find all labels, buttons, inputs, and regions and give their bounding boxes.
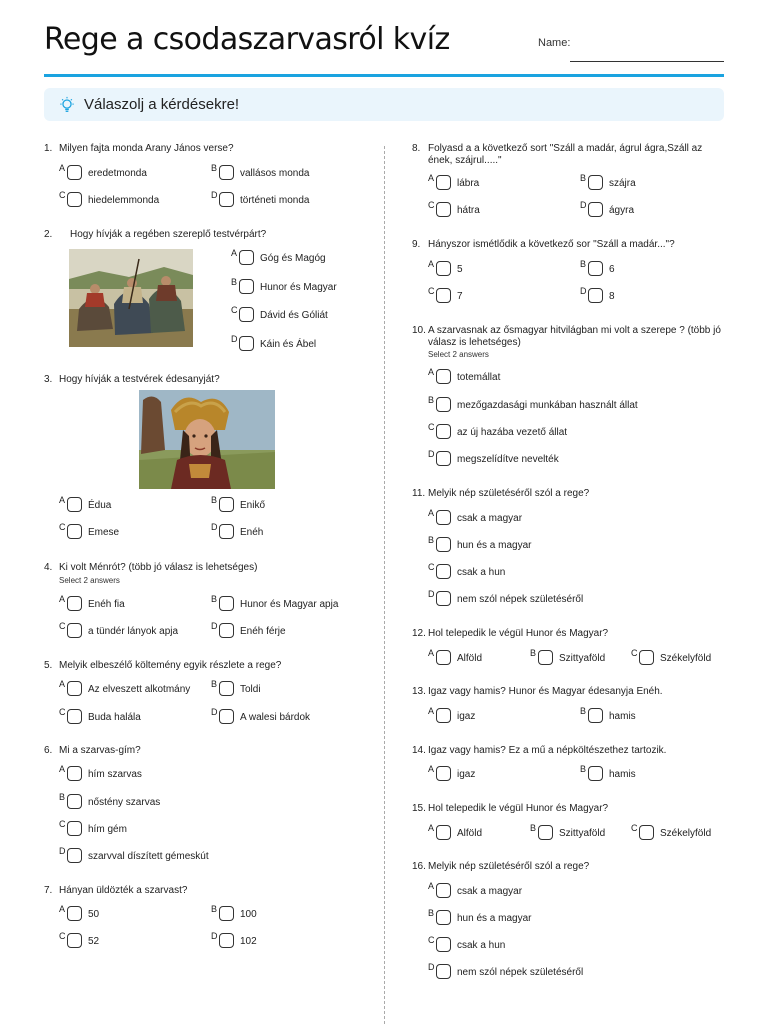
option-letter: B [211, 495, 218, 505]
option-checkbox[interactable] [239, 279, 254, 294]
question-4 [44, 562, 374, 642]
question-10 [412, 325, 724, 475]
question-text: Hogy hívják a regében szereplő testvérpárt? [70, 229, 267, 240]
option-checkbox[interactable] [436, 708, 451, 723]
option-checkbox[interactable] [588, 261, 603, 276]
option-text: 7 [457, 291, 463, 302]
option-text: vallásos monda [240, 168, 310, 179]
option-text: 5 [457, 264, 463, 275]
option-checkbox[interactable] [588, 288, 603, 303]
name-label: Name: [538, 37, 571, 49]
option-letter: A [428, 367, 435, 377]
question-2 [44, 229, 374, 359]
instruction-banner [44, 88, 724, 121]
question-text: Melyik elbeszélő költemény egyik részlete a rege? [59, 660, 282, 671]
option-letter: B [211, 679, 218, 689]
option-letter: A [59, 679, 66, 689]
option-checkbox[interactable] [588, 766, 603, 781]
name-input-line[interactable] [570, 61, 724, 62]
option-text: Szittyaföld [559, 653, 606, 664]
column-divider [384, 146, 385, 1024]
option-checkbox[interactable] [436, 537, 451, 552]
option-checkbox[interactable] [219, 596, 234, 611]
option-text: igaz [457, 711, 476, 722]
option-checkbox[interactable] [219, 192, 234, 207]
option-letter: D [211, 190, 218, 200]
option-text: Emese [88, 527, 120, 538]
question-number: 5. [44, 660, 53, 671]
option-checkbox[interactable] [67, 933, 82, 948]
option-text: 50 [88, 909, 100, 920]
option-letter: C [428, 935, 435, 945]
option-text: hamis [609, 711, 636, 722]
question-number: 2. [44, 229, 53, 240]
option-text: Káin és Ábel [260, 339, 317, 350]
option-text: ágyra [609, 205, 635, 216]
option-text: nem szól népek születéséről [457, 967, 584, 978]
option-checkbox[interactable] [436, 175, 451, 190]
option-letter: C [631, 823, 638, 833]
hunor-magyar-illustration [69, 249, 193, 347]
question-text: Hányan üldözték a szarvast? [59, 885, 188, 896]
quiz-title: Rege a csodaszarvasról kvíz [44, 22, 450, 57]
option-text: hamis [609, 769, 636, 780]
option-checkbox[interactable] [67, 623, 82, 638]
option-letter: A [59, 594, 66, 604]
option-letter: D [580, 200, 587, 210]
option-letter: B [428, 908, 435, 918]
option-checkbox[interactable] [436, 288, 451, 303]
option-checkbox[interactable] [639, 650, 654, 665]
option-text: Az elveszett alkotmány [88, 684, 191, 695]
question-number: 10. [412, 325, 426, 336]
option-checkbox[interactable] [436, 910, 451, 925]
option-letter: D [231, 334, 238, 344]
question-text: Mi a szarvas-gím? [59, 745, 141, 756]
question-16 [412, 861, 724, 991]
option-checkbox[interactable] [436, 964, 451, 979]
option-text: Alföld [457, 653, 483, 664]
option-letter: C [428, 422, 435, 432]
option-letter: B [211, 163, 218, 173]
option-letter: B [530, 648, 537, 658]
option-text: eredetmonda [88, 168, 147, 179]
question-12 [412, 628, 724, 673]
question-number: 11. [412, 488, 426, 499]
option-letter: A [428, 259, 435, 269]
option-text: csak a magyar [457, 513, 523, 524]
question-13 [412, 686, 724, 731]
option-checkbox[interactable] [588, 175, 603, 190]
option-checkbox[interactable] [219, 623, 234, 638]
question-8 [412, 143, 724, 223]
option-checkbox[interactable] [239, 250, 254, 265]
option-text: Székelyföld [660, 653, 712, 664]
option-text: Édua [88, 500, 112, 511]
option-letter: C [631, 648, 638, 658]
question-number: 15. [412, 803, 426, 814]
option-text: csak a hun [457, 940, 506, 951]
question-number: 13. [412, 686, 426, 697]
option-letter: B [580, 764, 587, 774]
option-checkbox[interactable] [436, 591, 451, 606]
option-letter: C [428, 286, 435, 296]
option-letter: A [59, 495, 66, 505]
question-3 [44, 374, 374, 544]
option-checkbox[interactable] [219, 497, 234, 512]
option-checkbox[interactable] [219, 933, 234, 948]
question-text: Igaz vagy hamis? Ez a mű a népköltészethez tartozik. [428, 745, 667, 756]
option-checkbox[interactable] [67, 766, 82, 781]
option-letter: C [59, 819, 66, 829]
option-text: Góg és Magóg [260, 253, 326, 264]
option-checkbox[interactable] [67, 497, 82, 512]
option-checkbox[interactable] [219, 681, 234, 696]
option-checkbox[interactable] [588, 708, 603, 723]
option-text: Hunor és Magyar apja [240, 599, 339, 610]
question-text: Hol telepedik le végül Hunor és Magyar? [428, 803, 609, 814]
option-letter: A [428, 764, 435, 774]
option-checkbox[interactable] [436, 261, 451, 276]
option-checkbox[interactable] [538, 825, 553, 840]
option-checkbox[interactable] [436, 202, 451, 217]
option-text: hiedelemmonda [88, 195, 160, 206]
option-text: Hunor és Magyar [260, 282, 337, 293]
question-hint: Select 2 answers [59, 576, 120, 585]
option-letter: D [428, 589, 435, 599]
option-letter: B [428, 535, 435, 545]
option-checkbox[interactable] [67, 192, 82, 207]
option-text: 52 [88, 936, 100, 947]
option-letter: D [428, 962, 435, 972]
question-14 [412, 745, 724, 790]
option-text: 8 [609, 291, 615, 302]
option-text: Enikő [240, 500, 266, 511]
option-text: szájra [609, 178, 636, 189]
question-number: 7. [44, 885, 53, 896]
question-text: Hol telepedik le végül Hunor és Magyar? [428, 628, 609, 639]
option-letter: B [530, 823, 537, 833]
option-letter: D [428, 449, 435, 459]
question-number: 16. [412, 861, 426, 872]
option-text: Enéh fia [88, 599, 125, 610]
option-text: 6 [609, 264, 615, 275]
option-checkbox[interactable] [436, 510, 451, 525]
option-letter: A [428, 823, 435, 833]
option-checkbox[interactable] [436, 451, 451, 466]
option-letter: C [59, 931, 66, 941]
option-checkbox[interactable] [436, 883, 451, 898]
question-text: Hányszor ismétlődik a következő sor "Száll a madár..."? [428, 239, 675, 250]
option-checkbox[interactable] [67, 709, 82, 724]
option-letter: C [59, 621, 66, 631]
option-checkbox[interactable] [67, 794, 82, 809]
option-checkbox[interactable] [436, 564, 451, 579]
option-letter: C [428, 562, 435, 572]
option-checkbox[interactable] [239, 307, 254, 322]
option-text: Toldi [240, 684, 261, 695]
option-letter: C [428, 200, 435, 210]
option-letter: C [59, 522, 66, 532]
option-text: igaz [457, 769, 476, 780]
question-number: 8. [412, 143, 421, 154]
option-text: 100 [240, 909, 257, 920]
option-letter: D [59, 846, 66, 856]
question-text: A szarvasnak az ősmagyar hitvilágban mi volt a szerepe ? (több jó válasz is lehetséges) [428, 325, 721, 348]
option-checkbox[interactable] [239, 336, 254, 351]
option-text: megszelídítve nevelték [457, 454, 559, 465]
question-text: Folyasd a a következő sort "Száll a madár, ágrul ágra,Száll az ének, szájrul....." [428, 143, 703, 166]
option-letter: D [580, 286, 587, 296]
option-letter: B [211, 594, 218, 604]
option-text: lábra [457, 178, 480, 189]
option-text: hím gém [88, 824, 127, 835]
header-rule [44, 74, 724, 77]
option-checkbox[interactable] [67, 906, 82, 921]
option-letter: B [428, 395, 435, 405]
option-text: Enéh [240, 527, 264, 538]
option-text: nem szól népek születéséről [457, 594, 584, 605]
option-checkbox[interactable] [219, 906, 234, 921]
question-number: 4. [44, 562, 53, 573]
option-checkbox[interactable] [436, 650, 451, 665]
question-hint: Select 2 answers [428, 350, 489, 359]
option-text: mezőgazdasági munkában használt állat [457, 400, 638, 411]
option-checkbox[interactable] [219, 165, 234, 180]
question-9 [412, 239, 724, 309]
option-letter: B [59, 792, 66, 802]
option-text: Dávid és Góliát [260, 310, 328, 321]
option-text: Buda halála [88, 712, 141, 723]
banner-text: Válaszolj a kérdésekre! [84, 96, 240, 113]
option-checkbox[interactable] [436, 369, 451, 384]
option-letter: A [428, 706, 435, 716]
option-text: a tündér lányok apja [88, 626, 179, 637]
option-letter: B [231, 277, 238, 287]
option-checkbox[interactable] [67, 681, 82, 696]
option-text: történeti monda [240, 195, 310, 206]
option-letter: A [59, 764, 66, 774]
option-letter: D [211, 707, 218, 717]
option-letter: B [580, 706, 587, 716]
option-text: hun és a magyar [457, 913, 532, 924]
option-checkbox[interactable] [67, 821, 82, 836]
option-letter: D [211, 522, 218, 532]
option-text: csak a magyar [457, 886, 523, 897]
option-letter: B [211, 904, 218, 914]
option-text: hun és a magyar [457, 540, 532, 551]
question-7 [44, 885, 374, 965]
option-text: hím szarvas [88, 769, 142, 780]
option-text: nőstény szarvas [88, 797, 161, 808]
option-letter: A [428, 508, 435, 518]
option-text: Enéh férje [240, 626, 286, 637]
option-checkbox[interactable] [219, 524, 234, 539]
emese-portrait-illustration [139, 390, 275, 489]
option-letter: D [211, 931, 218, 941]
question-text: Igaz vagy hamis? Hunor és Magyar édesanyja Enéh. [428, 686, 663, 697]
lightbulb-icon [58, 96, 76, 114]
option-checkbox[interactable] [436, 397, 451, 412]
question-15 [412, 803, 724, 848]
option-checkbox[interactable] [436, 766, 451, 781]
question-5 [44, 660, 374, 740]
option-text: A walesi bárdok [240, 712, 311, 723]
option-checkbox[interactable] [538, 650, 553, 665]
option-text: Székelyföld [660, 828, 712, 839]
question-number: 3. [44, 374, 53, 385]
option-checkbox[interactable] [588, 202, 603, 217]
option-letter: A [428, 881, 435, 891]
option-letter: A [428, 648, 435, 658]
question-number: 14. [412, 745, 426, 756]
option-text: Szittyaföld [559, 828, 606, 839]
option-text: hátra [457, 205, 480, 216]
option-checkbox[interactable] [67, 524, 82, 539]
option-letter: B [580, 173, 587, 183]
question-text: Hogy hívják a testvérek édesanyját? [59, 374, 220, 385]
option-letter: A [428, 173, 435, 183]
option-checkbox[interactable] [219, 709, 234, 724]
option-checkbox[interactable] [436, 825, 451, 840]
option-letter: A [59, 163, 66, 173]
question-1 [44, 143, 374, 223]
option-letter: C [59, 190, 66, 200]
question-number: 12. [412, 628, 426, 639]
question-number: 6. [44, 745, 53, 756]
question-text: Milyen fajta monda Arany János verse? [59, 143, 234, 154]
option-checkbox[interactable] [436, 937, 451, 952]
option-letter: A [59, 904, 66, 914]
option-checkbox[interactable] [67, 596, 82, 611]
option-checkbox[interactable] [67, 165, 82, 180]
option-text: 102 [240, 936, 257, 947]
option-letter: C [59, 707, 66, 717]
question-11 [412, 488, 724, 618]
option-text: az új hazába vezető állat [457, 427, 568, 438]
question-number: 9. [412, 239, 421, 250]
question-number: 1. [44, 143, 53, 154]
option-text: Alföld [457, 828, 483, 839]
option-checkbox[interactable] [67, 848, 82, 863]
option-text: totemállat [457, 372, 501, 383]
option-letter: C [231, 305, 238, 315]
question-text: Melyik nép születéséről szól a rege? [428, 861, 590, 872]
option-letter: A [231, 248, 238, 258]
question-text: Melyik nép születéséről szól a rege? [428, 488, 590, 499]
question-text: Ki volt Ménrót? (több jó válasz is lehetséges) [59, 562, 258, 573]
question-6 [44, 745, 374, 875]
option-checkbox[interactable] [436, 424, 451, 439]
option-text: szarvval díszített gémeskút [88, 851, 209, 862]
option-letter: B [580, 259, 587, 269]
option-text: csak a hun [457, 567, 506, 578]
option-checkbox[interactable] [639, 825, 654, 840]
option-letter: D [211, 621, 218, 631]
